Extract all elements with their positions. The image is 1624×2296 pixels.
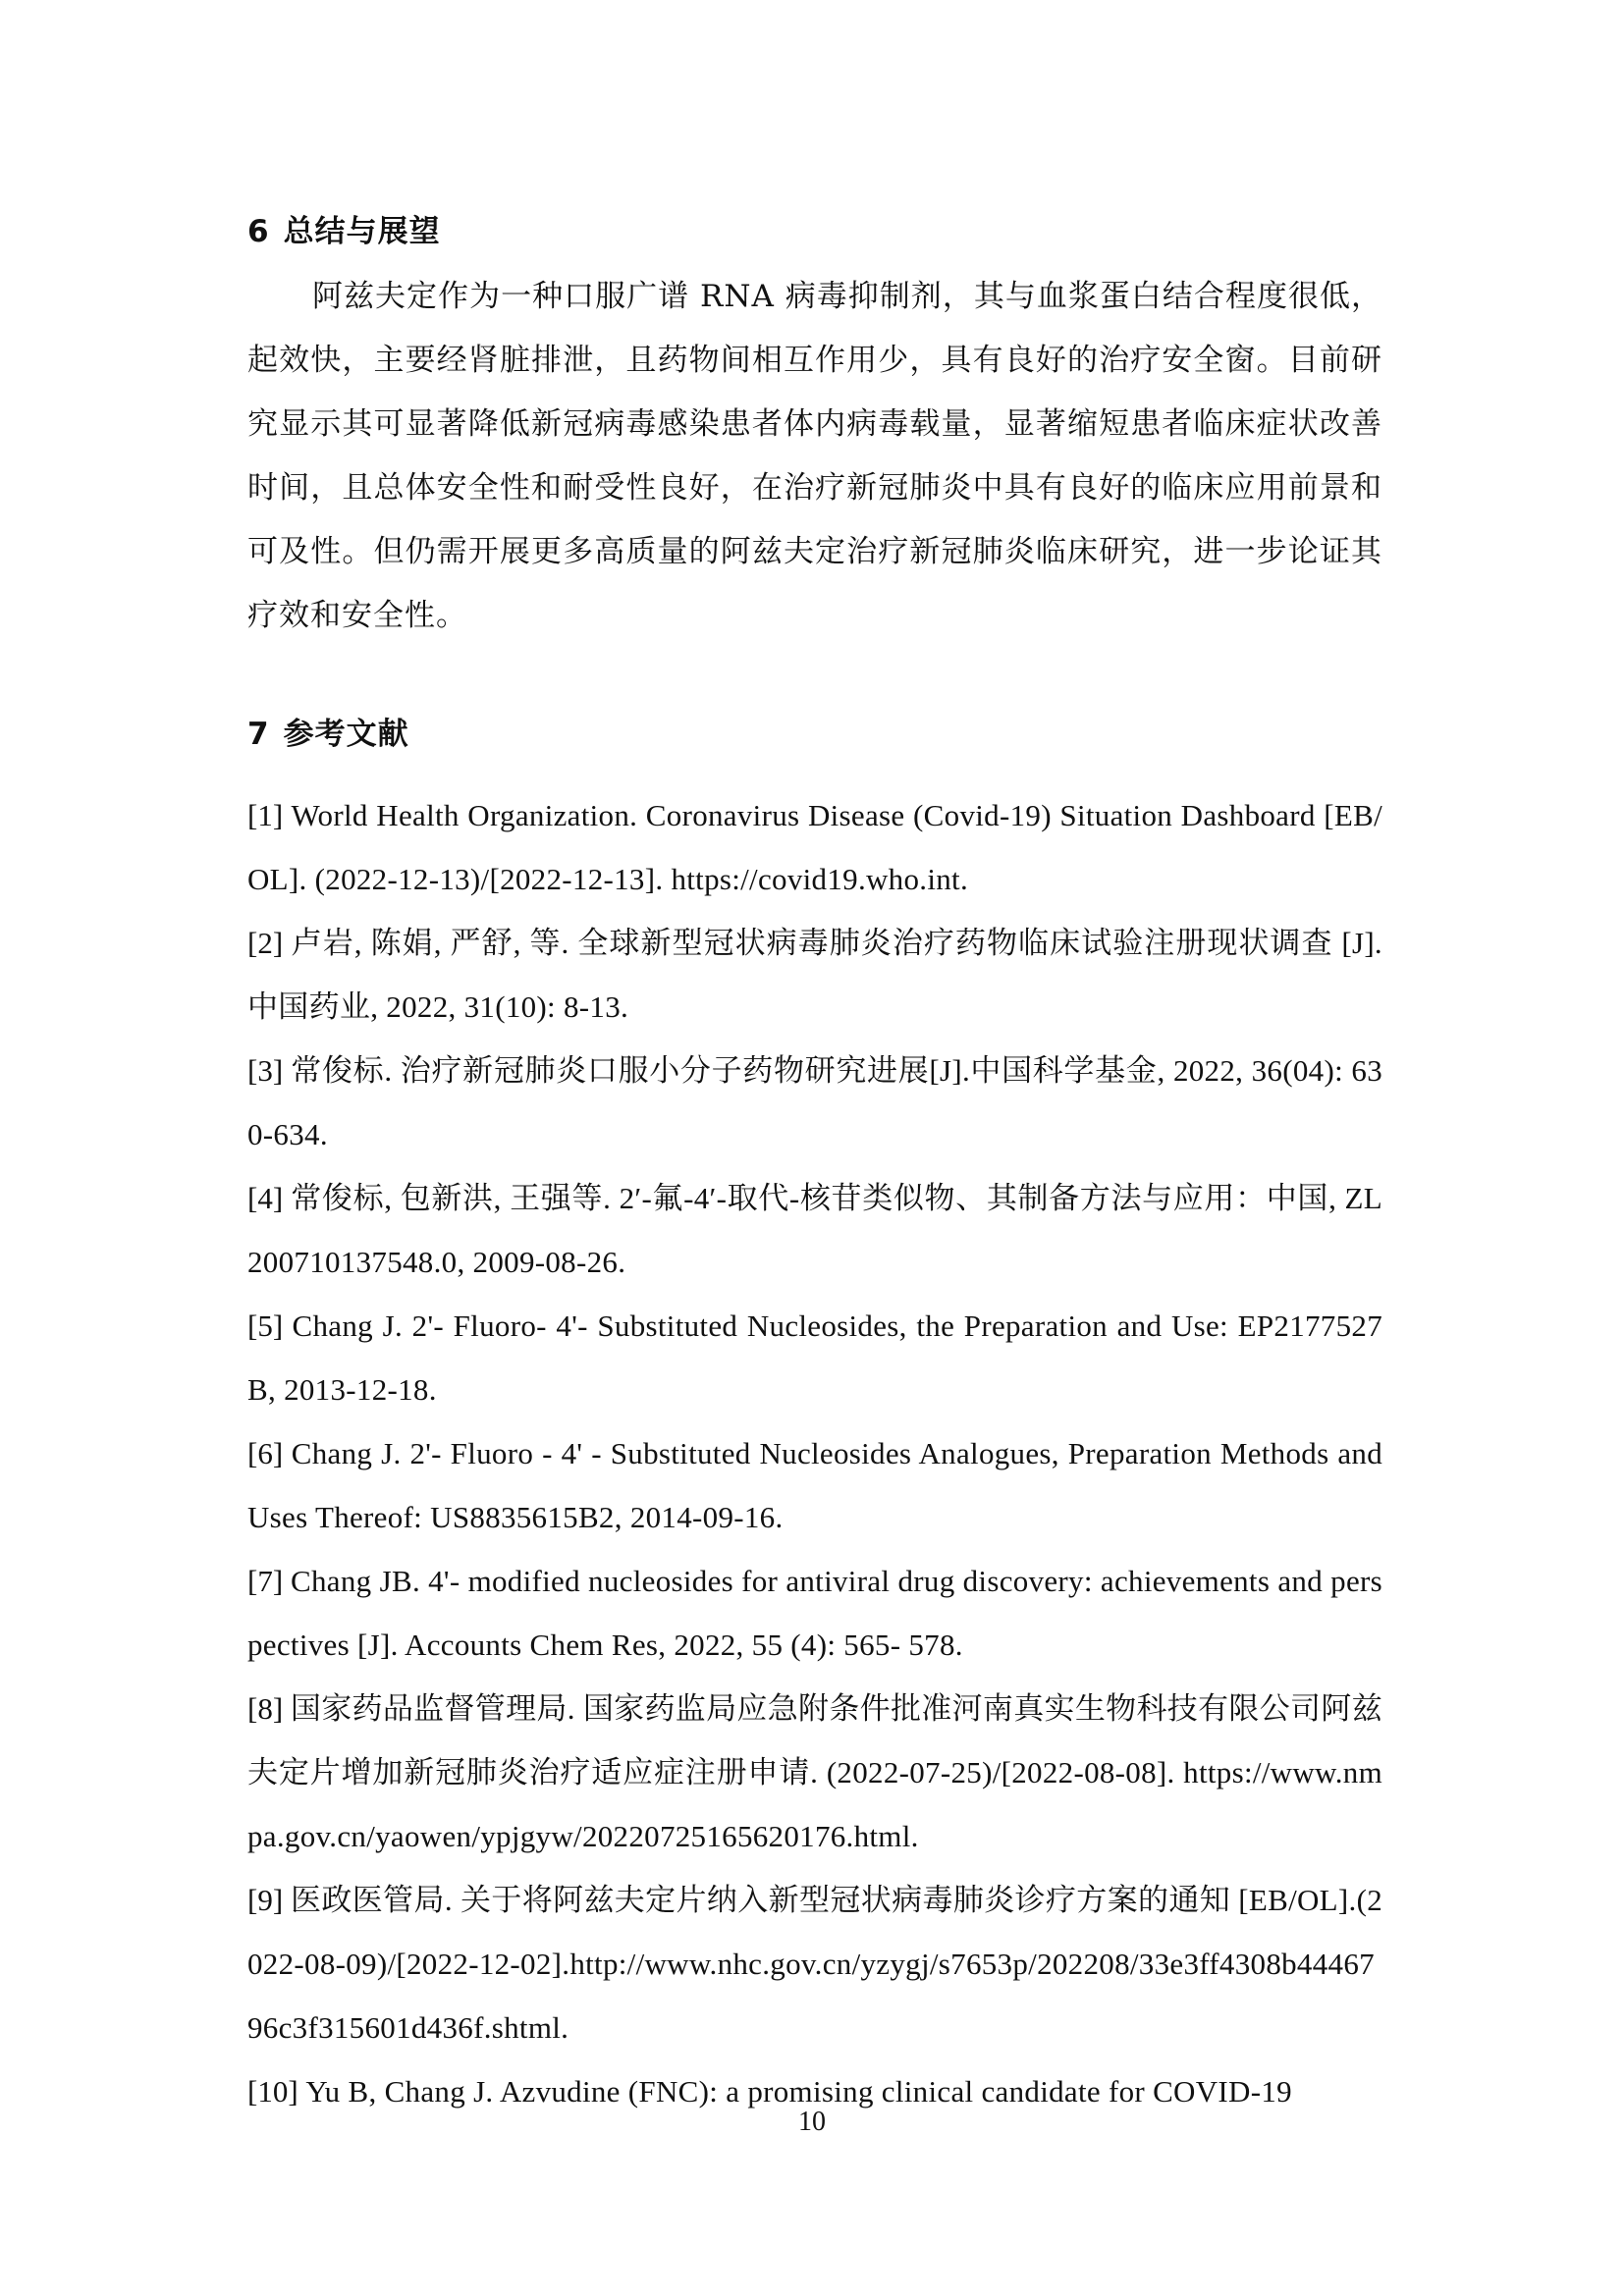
reference-text: 常俊标, 包新洪, 王强等. 2′-氟-4′-取代-核苷类似物、其制备方法与应用：中国, ZL200710137548.0, 2009-08-26. bbox=[247, 1181, 1382, 1279]
reference-item bbox=[247, 1421, 1382, 1549]
section-6-heading bbox=[247, 204, 1382, 259]
reference-text: Chang J. 2'- Fluoro - 4' - Substituted Nucleosides Analogues, Preparation Methods and Uses Thereof: US8835615B2, 2014-09-16. bbox=[247, 1436, 1383, 1534]
reference-label: [3] bbox=[247, 1053, 284, 1088]
summary-paragraph: 阿兹夫定作为一种口服广谱 RNA 病毒抑制剂，其与血浆蛋白结合程度很低，起效快，主要经肾脏排泄，且药物间相互作用少，具有良好的治疗安全窗。目前研究显示其可显著降低新冠病毒感染患者体内病毒载量，显著缩短患者临床症状改善时间，且总体安全性和耐受性良好，在治疗新冠肺炎中具有良好的临床应用前景和可及性。但仍需开展更多高质量的阿兹夫定治疗新冠肺炎临床研究，进一步论证其疗效和安全性。 bbox=[247, 279, 1382, 633]
reference-item bbox=[247, 1868, 1382, 2059]
reference-label: [8] bbox=[247, 1691, 284, 1726]
page-content bbox=[247, 204, 1382, 2123]
reference-label: [9] bbox=[247, 1883, 284, 1917]
section-7-title: 参考文献 bbox=[283, 717, 409, 752]
reference-label: [5] bbox=[247, 1308, 284, 1343]
section-7-heading bbox=[247, 707, 1382, 762]
reference-text: 医政医管局. 关于将阿兹夫定片纳入新型冠状病毒肺炎诊疗方案的通知 [EB/OL].(2022-08-09)/[2022-12-02].http://www.nhc.gov.cn/yzygj/s7653p/202208/33e3ff4308b4446796c3f315601d436f.shtml. bbox=[247, 1883, 1383, 2045]
reference-item bbox=[247, 1039, 1382, 1166]
reference-label: [2] bbox=[247, 926, 284, 960]
reference-text: 卢岩, 陈娟, 严舒, 等. 全球新型冠状病毒肺炎治疗药物临床试验注册现状调查 [J]. 中国药业, 2022, 31(10): 8-13. bbox=[247, 926, 1382, 1024]
section-6-number: 6 bbox=[247, 214, 270, 249]
reference-list bbox=[247, 783, 1382, 2123]
reference-item bbox=[247, 1549, 1382, 1677]
reference-item bbox=[247, 1166, 1382, 1294]
section-7-number: 7 bbox=[247, 717, 270, 752]
reference-text: Yu B, Chang J. Azvudine (FNC): a promising clinical candidate for COVID-19 bbox=[305, 2074, 1292, 2109]
reference-label: [10] bbox=[247, 2074, 298, 2109]
reference-text: Chang JB. 4'- modified nucleosides for antiviral drug discovery: achievements and perspectives [J]. Accounts Chem Res, 2022, 55 (4): 565- 578. bbox=[247, 1564, 1383, 1662]
reference-item bbox=[247, 1677, 1382, 1868]
page-number: 10 bbox=[798, 2107, 826, 2137]
reference-label: [4] bbox=[247, 1181, 284, 1215]
reference-item bbox=[247, 1294, 1382, 1421]
reference-text: World Health Organization. Coronavirus Disease (Covid-19) Situation Dashboard [EB/OL]. (2022-12-13)/[2022-12-13]. https://covid19.who.int. bbox=[247, 798, 1382, 896]
reference-text: Chang J. 2'- Fluoro- 4'- Substituted Nucleosides, the Preparation and Use: EP2177527B, 2013-12-18. bbox=[247, 1308, 1382, 1407]
reference-text: 常俊标. 治疗新冠肺炎口服小分子药物研究进展[J].中国科学基金, 2022, 36(04): 630-634. bbox=[247, 1053, 1383, 1151]
reference-label: [1] bbox=[247, 798, 284, 832]
reference-item bbox=[247, 783, 1382, 911]
reference-item bbox=[247, 911, 1382, 1039]
section-6-title: 总结与展望 bbox=[283, 214, 441, 249]
reference-label: [7] bbox=[247, 1564, 284, 1598]
reference-text: 国家药品监督管理局. 国家药监局应急附条件批准河南真实生物科技有限公司阿兹夫定片增加新冠肺炎治疗适应症注册申请. (2022-07-25)/[2022-08-08]. https://www.nmpa.gov.cn/yaowen/ypjgyw/20220725165620176.html. bbox=[247, 1691, 1382, 1853]
reference-label: [6] bbox=[247, 1436, 284, 1470]
